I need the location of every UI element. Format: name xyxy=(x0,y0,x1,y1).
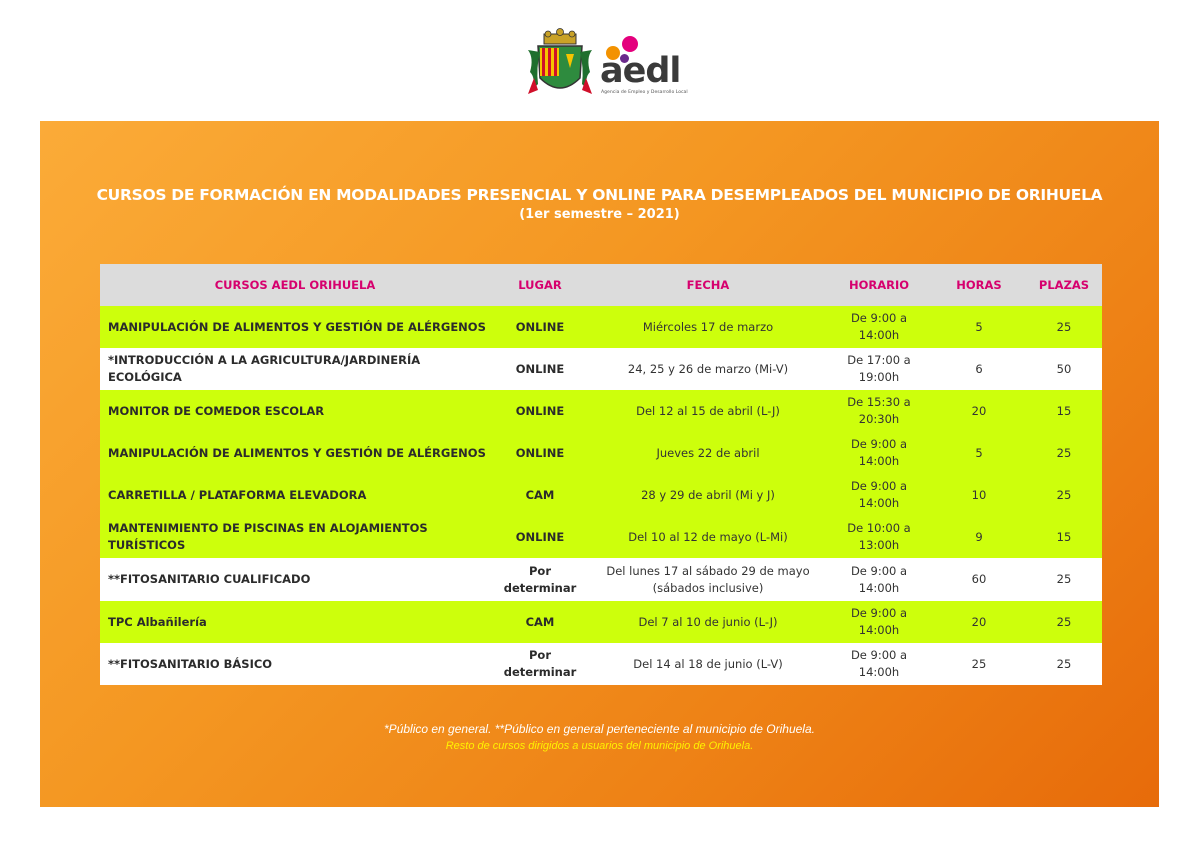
course-location: ONLINE xyxy=(490,390,590,432)
footnote-residents: Resto de cursos dirigidos a usuarios del municipio de Orihuela. xyxy=(445,740,754,752)
table-row xyxy=(100,348,1102,390)
course-location: CAM xyxy=(490,601,590,643)
course-hours: 6 xyxy=(932,348,1026,390)
course-date: Del 10 al 12 de mayo (L-Mi) xyxy=(590,516,826,558)
course-name: TPC Albañilería xyxy=(100,601,490,643)
course-date: Del 7 al 10 de junio (L-J) xyxy=(590,601,826,643)
course-hours: 10 xyxy=(932,474,1026,516)
course-seats: 25 xyxy=(1026,432,1102,474)
course-seats: 25 xyxy=(1026,601,1102,643)
aedl-logo xyxy=(596,34,692,104)
table-row xyxy=(100,306,1102,348)
logo-header xyxy=(0,0,1200,120)
course-name: MANIPULACIÓN DE ALIMENTOS Y GESTIÓN DE ALÉRGENOS xyxy=(100,432,490,474)
course-hours: 20 xyxy=(932,601,1026,643)
page-title: CURSOS DE FORMACIÓN EN MODALIDADES PRESENCIAL Y ONLINE PARA DESEMPLEADOS DEL MUNICIPIO DE ORIHUELA xyxy=(96,186,1103,204)
course-schedule: De 9:00 a 14:00h xyxy=(826,432,932,474)
page-subtitle: (1er semestre – 2021) xyxy=(519,207,680,222)
course-name: **FITOSANITARIO BÁSICO xyxy=(100,643,490,685)
course-name: MONITOR DE COMEDOR ESCOLAR xyxy=(100,390,490,432)
course-date: Del 12 al 15 de abril (L-J) xyxy=(590,390,826,432)
course-hours: 5 xyxy=(932,432,1026,474)
course-schedule: De 15:30 a 20:30h xyxy=(826,390,932,432)
course-date: Miércoles 17 de marzo xyxy=(590,306,826,348)
aedl-logo-subtitle: Agencia de Empleo y Desarrollo Local xyxy=(601,90,688,95)
course-schedule: De 9:00 a 14:00h xyxy=(826,474,932,516)
course-date: 24, 25 y 26 de marzo (Mi-V) xyxy=(590,348,826,390)
table-row xyxy=(100,643,1102,685)
course-name: **FITOSANITARIO CUALIFICADO xyxy=(100,558,490,601)
course-seats: 15 xyxy=(1026,516,1102,558)
course-schedule: De 9:00 a 14:00h xyxy=(826,643,932,685)
table-header-row xyxy=(100,264,1102,306)
course-name: *INTRODUCCIÓN A LA AGRICULTURA/JARDINERÍA ECOLÓGICA xyxy=(100,348,490,390)
course-seats: 25 xyxy=(1026,306,1102,348)
course-name: MANIPULACIÓN DE ALIMENTOS Y GESTIÓN DE ALÉRGENOS xyxy=(100,306,490,348)
table-row xyxy=(100,601,1102,643)
column-header-plazas: PLAZAS xyxy=(1026,264,1102,306)
column-header-fecha: FECHA xyxy=(590,264,826,306)
column-header-curso: CURSOS AEDL ORIHUELA xyxy=(100,264,490,306)
course-date: Del 14 al 18 de junio (L-V) xyxy=(590,643,826,685)
column-header-horas: HORAS xyxy=(932,264,1026,306)
course-hours: 9 xyxy=(932,516,1026,558)
course-name: CARRETILLA / PLATAFORMA ELEVADORA xyxy=(100,474,490,516)
course-date: 28 y 29 de abril (Mi y J) xyxy=(590,474,826,516)
course-seats: 25 xyxy=(1026,643,1102,685)
course-schedule: De 9:00 a 14:00h xyxy=(826,558,932,601)
course-location: Por determinar xyxy=(490,643,590,685)
course-hours: 20 xyxy=(932,390,1026,432)
table-row xyxy=(100,474,1102,516)
course-seats: 50 xyxy=(1026,348,1102,390)
footnote-public: *Público en general. **Público en general perteneciente al municipio de Orihuela. xyxy=(384,722,815,736)
course-date: Jueves 22 de abril xyxy=(590,432,826,474)
table-row xyxy=(100,558,1102,601)
course-seats: 25 xyxy=(1026,474,1102,516)
course-schedule: De 9:00 a 14:00h xyxy=(826,306,932,348)
course-hours: 60 xyxy=(932,558,1026,601)
course-location: CAM xyxy=(490,474,590,516)
course-location: ONLINE xyxy=(490,306,590,348)
course-name: MANTENIMIENTO DE PISCINAS EN ALOJAMIENTOS TURÍSTICOS xyxy=(100,516,490,558)
column-header-lugar: LUGAR xyxy=(490,264,590,306)
course-schedule: De 9:00 a 14:00h xyxy=(826,601,932,643)
table-row xyxy=(100,390,1102,432)
course-location: ONLINE xyxy=(490,432,590,474)
table-row xyxy=(100,432,1102,474)
aedl-logo-word: aedl xyxy=(600,51,681,91)
course-seats: 25 xyxy=(1026,558,1102,601)
table-row xyxy=(100,516,1102,558)
course-seats: 15 xyxy=(1026,390,1102,432)
column-header-horario: HORARIO xyxy=(826,264,932,306)
course-location: Por determinar xyxy=(490,558,590,601)
aedl-dot-magenta-icon xyxy=(622,36,638,52)
course-schedule: De 17:00 a 19:00h xyxy=(826,348,932,390)
course-hours: 5 xyxy=(932,306,1026,348)
course-date: Del lunes 17 al sábado 29 de mayo (sábados inclusive) xyxy=(590,558,826,601)
course-panel xyxy=(40,121,1159,807)
orihuela-coat-of-arms-icon xyxy=(526,28,594,100)
course-location: ONLINE xyxy=(490,516,590,558)
courses-table xyxy=(100,264,1102,685)
course-location: ONLINE xyxy=(490,348,590,390)
course-schedule: De 10:00 a 13:00h xyxy=(826,516,932,558)
course-hours: 25 xyxy=(932,643,1026,685)
